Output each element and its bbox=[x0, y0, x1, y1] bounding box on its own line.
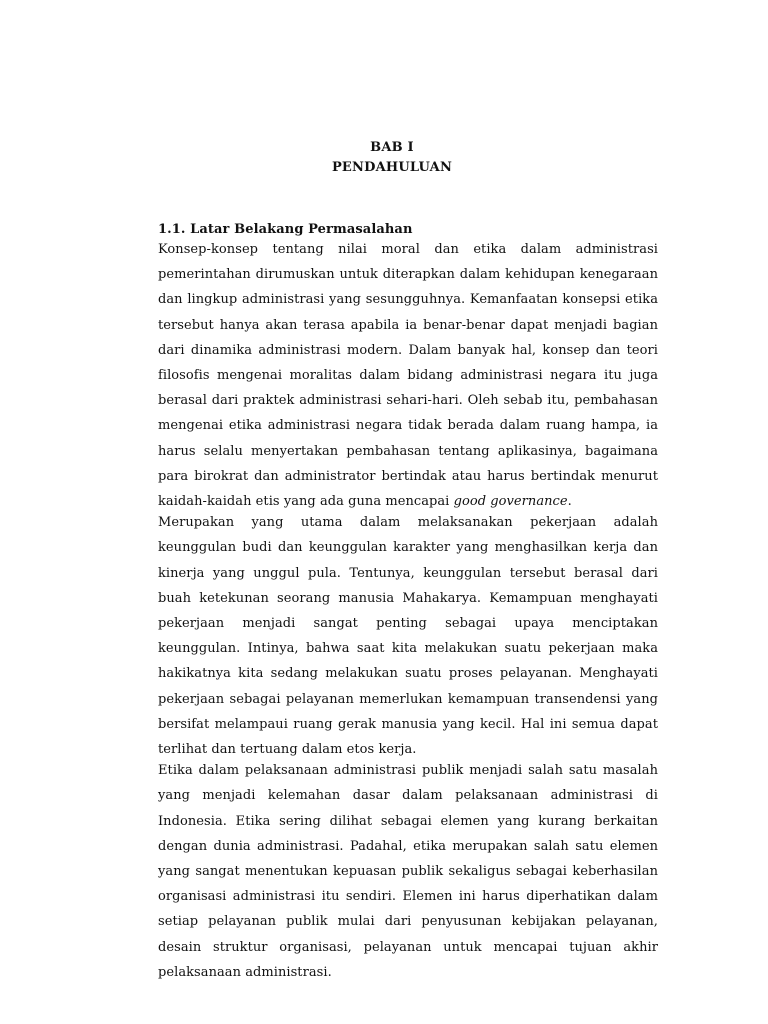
chapter-label: BAB I bbox=[370, 140, 414, 155]
document-body bbox=[158, 237, 658, 985]
paragraph-1-end: . bbox=[567, 494, 572, 510]
paragraph-1 bbox=[158, 237, 658, 514]
paragraph-2: Merupakan yang utama dalam melaksanakan pekerjaan adalah keunggulan budi dan keunggulan karakter yang menghasilkan kerja dan kinerja yang unggul pula. Tentunya, keunggulan tersebut berasal dari buah ketekunan seorang manusia Mahakarya. Kemampuan menghayati pekerjaan menjadi sangat penting sebagai upaya menciptakan keunggulan. Intinya, bahwa saat kita melakukan suatu pekerjaan maka hakikatnya kita sedang melakukan suatu proses pelayanan. Menghayati pekerjaan sebagai pelayanan memerlukan kemampuan transendensi yang bersifat melampaui ruang gerak manusia yang kecil. Hal ini semua dapat terlihat dan tertuang dalam etos kerja. bbox=[158, 515, 658, 758]
section-title: 1.1. Latar Belakang Permasalahan bbox=[158, 222, 413, 237]
paragraph-1-text: Konsep-konsep tentang nilai moral dan etika dalam administrasi pemerintahan dirumuskan untuk diterapkan dalam kehidupan kenegaraan dan lingkup administrasi yang sesungguhnya. Kemanfaatan konsepsi etika tersebut hanya akan terasa apabila ia benar-benar dapat menjadi bagian dari dinamika administrasi modern. Dalam banyak hal, konsep dan teori filosofis mengenai moralitas dalam bidang administrasi negara itu juga berasal dari praktek administrasi sehari-hari. Oleh sebab itu, pembahasan mengenai etika administrasi negara tidak berada dalam ruang hampa, ia harus selalu menyertakan pembahasan tentang aplikasinya, bagaimana para birokrat dan administrator bertindak atau harus bertindak menurut kaidah-kaidah etis yang ada guna mencapai bbox=[158, 242, 658, 510]
paragraph-1-italic-term: good governance bbox=[453, 494, 568, 510]
chapter-title: PENDAHULUAN bbox=[331, 160, 453, 175]
paragraph-3: Etika dalam pelaksanaan administrasi publik menjadi salah satu masalah yang menjadi kelemahan dasar dalam pelaksanaan administrasi di Indonesia. Etika sering dilihat sebagai elemen yang kurang berkaitan dengan dunia administrasi. Padahal, etika merupakan salah satu elemen yang sangat menentukan kepuasan publik sekaligus sebagai keberhasilan organisasi administrasi itu sendiri. Elemen ini harus diperhatikan dalam setiap pelayanan publik mulai dari penyusunan kebijakan pelayanan, desain struktur organisasi, pelayanan untuk mencapai tujuan akhir pelaksanaan administrasi. bbox=[158, 763, 658, 980]
